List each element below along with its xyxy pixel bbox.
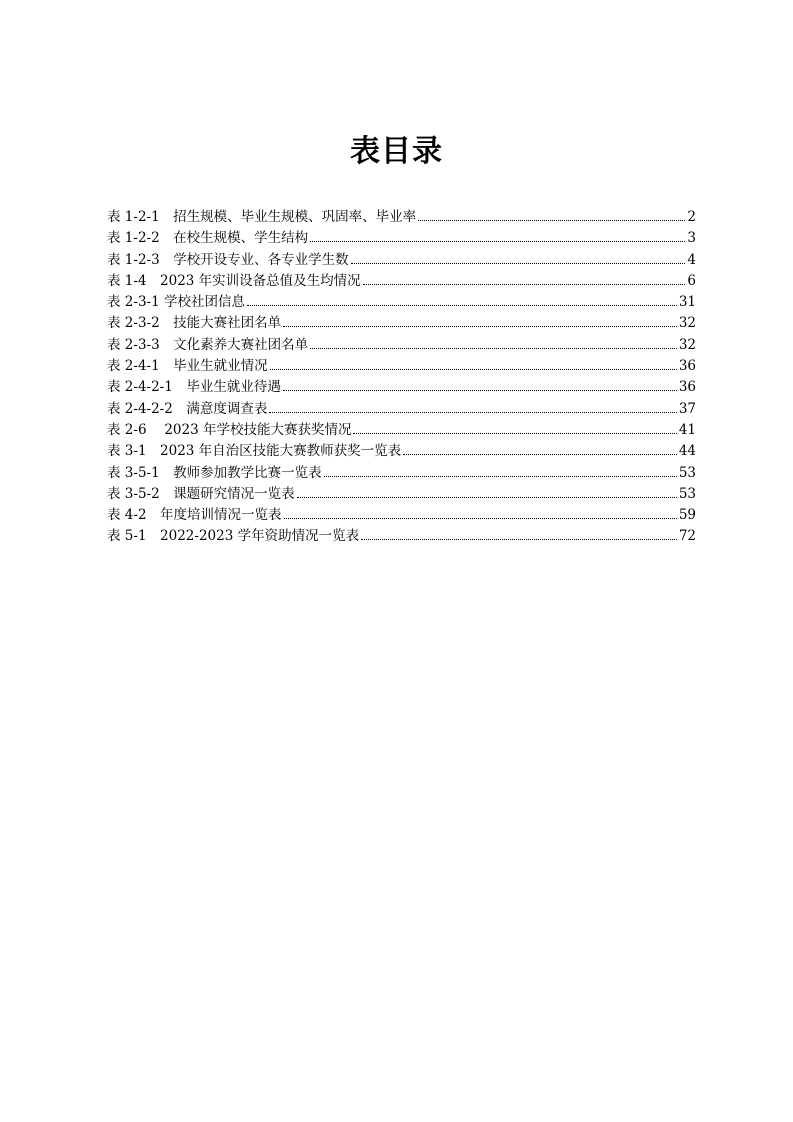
toc-entry[interactable] <box>107 313 696 334</box>
dot-leader <box>361 539 677 540</box>
toc-entry-page: 6 <box>687 272 696 289</box>
dot-leader <box>310 241 685 242</box>
toc-entry-label: 表 4-2 年度培训情况一览表 <box>107 507 282 524</box>
toc-entry-label: 表 2-3-2 技能大赛社团名单 <box>107 315 282 332</box>
dot-leader <box>324 476 677 477</box>
toc-entry-page: 41 <box>678 421 696 438</box>
toc-entry-page: 53 <box>678 485 696 502</box>
toc-entry[interactable] <box>107 399 696 420</box>
toc-entry-page: 31 <box>678 294 696 311</box>
toc-entry-label: 表 1-2-3 学校开设专业、各专业学生数 <box>107 251 349 268</box>
toc-entry[interactable] <box>107 526 696 547</box>
toc-entry-label: 表 5-1 2022-2023 学年资助情况一览表 <box>107 528 360 545</box>
toc-entry-page: 44 <box>678 443 696 460</box>
toc-entry-label: 表 1-2-1 招生规模、毕业生规模、巩固率、毕业率 <box>107 209 417 225</box>
toc-entry[interactable] <box>107 420 696 441</box>
toc-entry[interactable] <box>107 463 696 484</box>
toc-entry-label: 表 3-5-2 课题研究情况一览表 <box>107 485 295 502</box>
toc-entry-page: 36 <box>678 379 696 396</box>
toc-entry-label: 表 3-5-1 教师参加教学比赛一览表 <box>107 464 322 481</box>
toc-entry-page: 36 <box>678 358 696 375</box>
toc-entry[interactable] <box>107 356 696 377</box>
toc-entry[interactable] <box>107 335 696 356</box>
toc-entry-label: 表 2-3-3 文化素养大赛社团名单 <box>107 336 309 353</box>
dot-leader <box>284 518 677 519</box>
dot-leader <box>418 220 685 221</box>
toc-entry[interactable] <box>107 250 696 271</box>
dot-leader <box>297 497 677 498</box>
toc-entry-page: 53 <box>678 464 696 481</box>
toc-entry[interactable] <box>107 377 696 398</box>
dot-leader <box>247 305 677 306</box>
toc-entry-page: 37 <box>678 400 696 417</box>
table-of-contents <box>107 207 696 548</box>
toc-entry[interactable] <box>107 207 696 228</box>
toc-entry-label: 表 1-4 2023 年实训设备总值及生均情况 <box>107 272 361 289</box>
toc-entry-page: 32 <box>678 315 696 332</box>
toc-entry-label: 表 2-4-1 毕业生就业情况 <box>107 358 268 375</box>
dot-leader <box>283 390 677 391</box>
dot-leader <box>351 263 686 264</box>
dot-leader <box>353 433 676 434</box>
toc-entry-label: 表 2-4-2-1 毕业生就业待遇 <box>107 379 281 396</box>
toc-entry[interactable] <box>107 441 696 462</box>
toc-entry[interactable] <box>107 292 696 313</box>
toc-entry-page: 3 <box>687 230 696 247</box>
toc-entry[interactable] <box>107 228 696 249</box>
dot-leader <box>310 348 677 349</box>
toc-entry-page: 59 <box>678 507 696 524</box>
page-title: 表目录 <box>350 134 443 169</box>
dot-leader <box>363 284 686 285</box>
dot-leader <box>403 454 677 455</box>
toc-entry[interactable] <box>107 271 696 292</box>
toc-entry-label: 表 2-3-1 学校社团信息 <box>107 294 245 311</box>
toc-entry-page: 72 <box>678 528 696 545</box>
dot-leader <box>269 412 676 413</box>
toc-entry-label: 表 2-4-2-2 满意度调查表 <box>107 400 268 417</box>
toc-entry-label: 表 1-2-2 在校生规模、学生结构 <box>107 230 309 247</box>
dot-leader <box>283 326 677 327</box>
toc-entry[interactable] <box>107 505 696 526</box>
toc-entry-page: 4 <box>687 251 696 268</box>
toc-entry[interactable] <box>107 484 696 505</box>
toc-entry-label: 表 2-6 2023 年学校技能大赛获奖情况 <box>107 421 352 438</box>
toc-entry-page: 32 <box>678 336 696 353</box>
toc-entry-page: 2 <box>687 209 696 225</box>
dot-leader <box>270 369 677 370</box>
toc-entry-label: 表 3-1 2023 年自治区技能大赛教师获奖一览表 <box>107 443 402 460</box>
